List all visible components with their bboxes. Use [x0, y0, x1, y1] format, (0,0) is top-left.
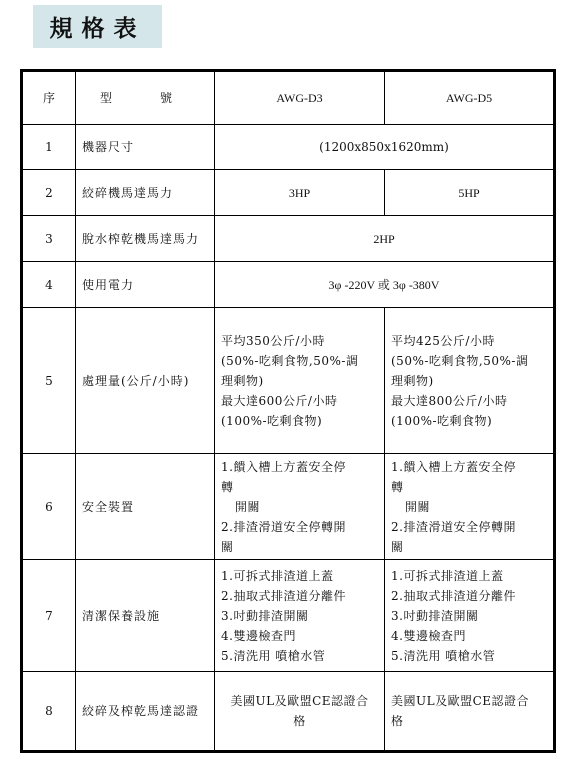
title-banner [33, 5, 162, 48]
row-no: 1 [22, 125, 76, 170]
row-item: 清潔保養設施 [76, 560, 215, 672]
header-model-d3: AWG-D3 [215, 71, 385, 125]
row-value-d3 [215, 454, 385, 560]
line: 轉 [391, 479, 404, 494]
line: (50%-吃剩食物,50%-調 [221, 353, 359, 368]
line: 1.饋入槽上方蓋安全停 [391, 459, 516, 474]
row-value-d5: 5HP [385, 170, 555, 216]
row-no: 8 [22, 672, 76, 752]
line: 格 [391, 714, 404, 728]
line: 格 [293, 714, 306, 728]
row-item: 安全裝置 [76, 454, 215, 560]
table-row [22, 262, 555, 308]
line: 理剩物) [391, 373, 434, 388]
row-value-d3: 3HP [215, 170, 385, 216]
header-model-d5: AWG-D5 [385, 71, 555, 125]
table-row [22, 125, 555, 170]
line: 理剩物) [221, 373, 264, 388]
line: 開關 [235, 499, 261, 514]
row-item: 絞碎及榨乾馬達認證 [76, 672, 215, 752]
line: 1.可拆式排渣道上蓋 [221, 568, 334, 583]
row-item: 處理量(公斤/小時) [76, 308, 215, 454]
table-row [22, 216, 555, 262]
line: 1.饋入槽上方蓋安全停 [221, 459, 346, 474]
row-value: 3φ -220V 或 3φ -380V [215, 262, 555, 308]
line: 最大達600公斤/小時 [221, 393, 338, 408]
line: (100%-吃剩食物) [221, 413, 323, 428]
line: 2.抽取式排渣道分離件 [391, 588, 516, 603]
row-no: 3 [22, 216, 76, 262]
row-value-d5 [385, 454, 555, 560]
table-row [22, 672, 555, 752]
line: (100%-吃剩食物) [391, 413, 493, 428]
row-value-d5 [385, 560, 555, 672]
line: 3.吋動排渣開關 [391, 608, 479, 623]
line: 2.排渣滑道安全停轉開 [391, 519, 516, 534]
line: 美國UL及歐盟CE認證合 [230, 694, 369, 708]
row-item: 使用電力 [76, 262, 215, 308]
row-no: 7 [22, 560, 76, 672]
table-row [22, 308, 555, 454]
spec-table [20, 69, 556, 753]
line: 4.雙邊檢查門 [221, 628, 296, 643]
line: 開關 [405, 499, 431, 514]
table-header-row [22, 71, 555, 125]
line: 美國UL及歐盟CE認證合 [391, 694, 530, 708]
line: 3.吋動排渣開關 [221, 608, 309, 623]
row-no: 4 [22, 262, 76, 308]
row-no: 2 [22, 170, 76, 216]
line: 5.清洗用 噴槍水管 [391, 648, 496, 663]
line: 2.抽取式排渣道分離件 [221, 588, 346, 603]
row-item: 絞碎機馬達馬力 [76, 170, 215, 216]
table-row [22, 560, 555, 672]
line: 2.排渣滑道安全停轉開 [221, 519, 346, 534]
table-row [22, 454, 555, 560]
row-value-d3 [215, 560, 385, 672]
line: (50%-吃剩食物,50%-調 [391, 353, 529, 368]
row-value-d5 [385, 672, 555, 752]
header-model: 型 號 [76, 71, 215, 125]
row-value-d3 [215, 308, 385, 454]
page-title: 規格表 [49, 16, 146, 42]
row-value-d3 [215, 672, 385, 752]
line: 平均425公斤/小時 [391, 333, 495, 348]
line: 4.雙邊檢查門 [391, 628, 466, 643]
line: 關 [391, 539, 404, 554]
row-no: 6 [22, 454, 76, 560]
row-value: (1200x850x1620mm) [215, 125, 555, 170]
row-item: 機器尺寸 [76, 125, 215, 170]
line: 關 [221, 539, 234, 554]
line: 轉 [221, 479, 234, 494]
row-value-d5 [385, 308, 555, 454]
line: 最大達800公斤/小時 [391, 393, 508, 408]
header-no: 序 [22, 71, 76, 125]
table-row [22, 170, 555, 216]
row-item: 脫水榨乾機馬達馬力 [76, 216, 215, 262]
row-no: 5 [22, 308, 76, 454]
line: 5.清洗用 噴槍水管 [221, 648, 326, 663]
line: 1.可拆式排渣道上蓋 [391, 568, 504, 583]
row-value: 2HP [215, 216, 555, 262]
line: 平均350公斤/小時 [221, 333, 325, 348]
